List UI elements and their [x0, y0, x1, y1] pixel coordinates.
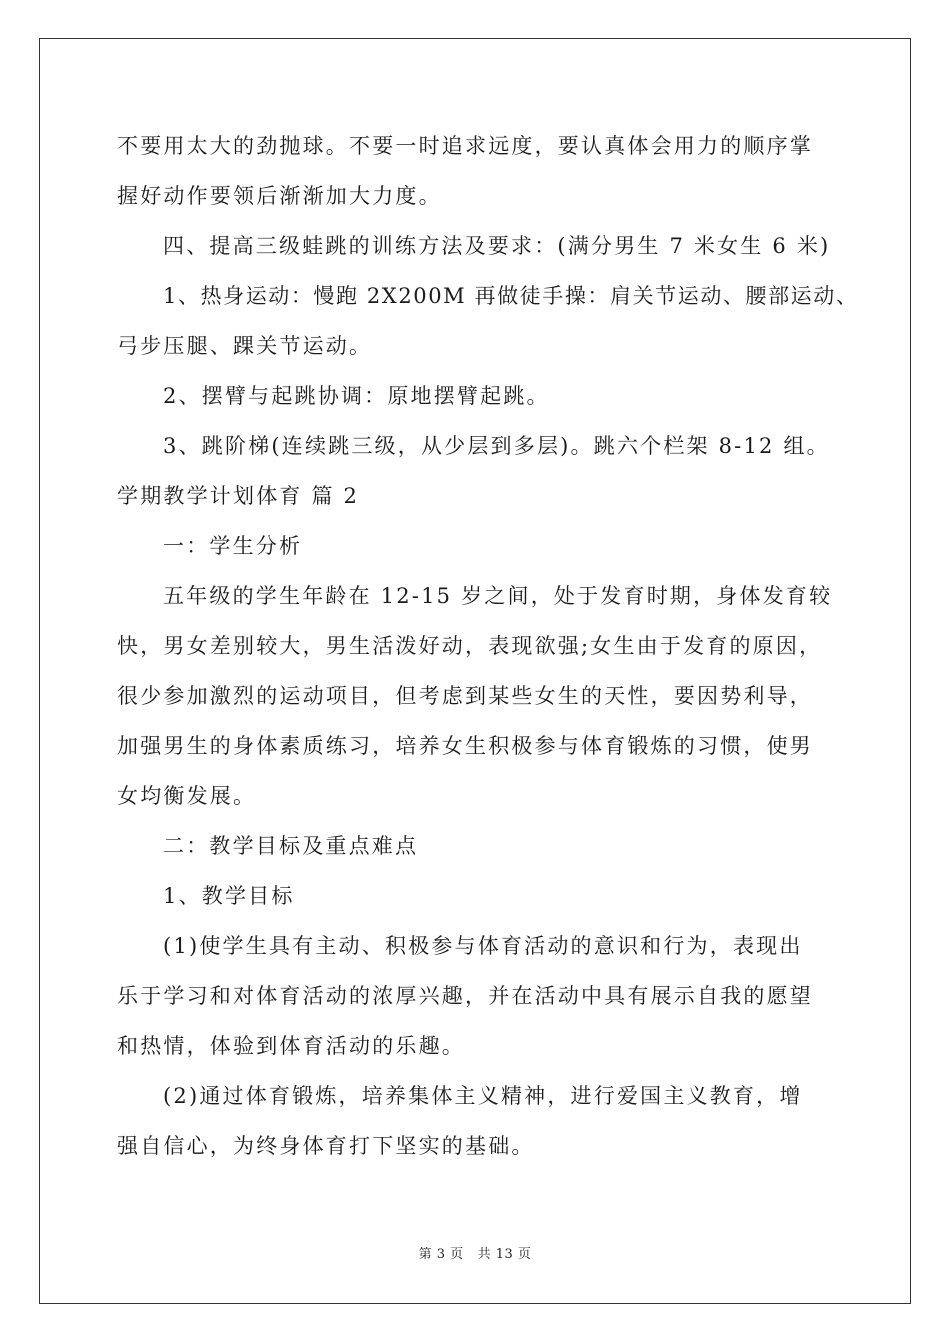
text-line: 很少参加激烈的运动项目，但考虑到某些女生的天性，要因势利导，: [117, 684, 813, 708]
current-page-label: 第 3 页: [418, 1247, 464, 1262]
section-heading: 一：学生分析: [163, 534, 303, 558]
text-line: 女均衡发展。: [117, 784, 257, 808]
text-line: 2、摆臂与起跳协调：原地摆臂起跳。: [163, 384, 550, 408]
text-line: (1)使学生具有主动、积极参与体育活动的意识和行为，表现出: [163, 934, 803, 958]
subsection-heading: 1、教学目标: [163, 884, 295, 908]
text-line: 五年级的学生年龄在 12-15 岁之间，处于发育时期，身体发育较: [163, 584, 833, 608]
section-heading: 四、提高三级蛙跳的训练方法及要求：(满分男生 7 米女生 6 米): [163, 234, 831, 258]
page-footer: [0, 1243, 950, 1262]
text-line: 加强男生的身体素质练习，培养女生积极参与体育锻炼的习惯，使男: [117, 734, 813, 758]
text-line: 和热情，体验到体育活动的乐趣。: [117, 1034, 465, 1058]
text-line: 3、跳阶梯(连续跳三级，从少层到多层)。跳六个栏架 8-12 组。: [163, 434, 830, 458]
text-line: 不要用太大的劲抛球。不要一时追求远度，要认真体会用力的顺序掌: [117, 134, 813, 158]
text-line: 1、热身运动：慢跑 2X200M 再做徒手操：肩关节运动、腰部运动、: [163, 284, 859, 308]
text-line: (2)通过体育锻炼，培养集体主义精神，进行爱国主义教育，增: [163, 1084, 803, 1108]
section-heading: 二：教学目标及重点难点: [163, 834, 419, 858]
document-title: 学期教学计划体育 篇 2: [117, 484, 360, 508]
page-border: [39, 38, 911, 1304]
text-line: 强自信心，为终身体育打下坚实的基础。: [117, 1134, 535, 1158]
text-line: 乐于学习和对体育活动的浓厚兴趣，并在活动中具有展示自我的愿望: [117, 984, 813, 1008]
total-pages-label: 共 13 页: [477, 1247, 532, 1262]
text-line: 弓步压腿、踝关节运动。: [117, 334, 373, 358]
text-line: 快，男女差别较大，男生活泼好动，表现欲强;女生由于发育的原因，: [117, 634, 823, 658]
text-line: 握好动作要领后渐渐加大力度。: [117, 184, 442, 208]
